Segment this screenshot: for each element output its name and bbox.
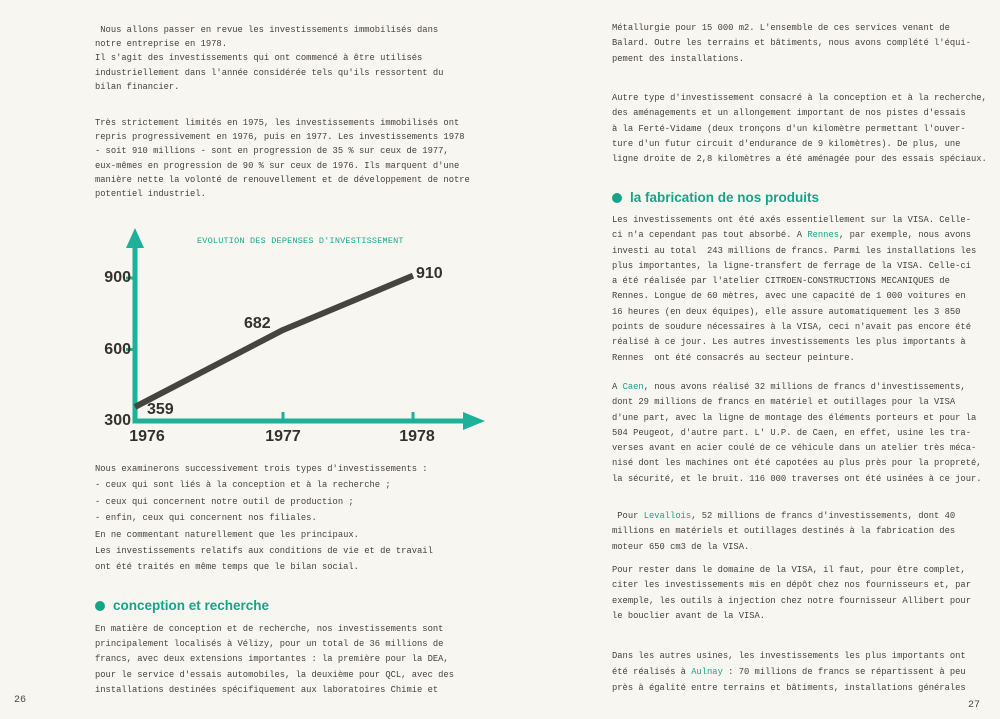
place-name-accent: Rennes [807,230,840,241]
text-line [612,106,987,121]
investment-chart [95,226,500,458]
text-line [612,540,955,555]
text-line [95,510,433,526]
text-line [612,665,966,681]
data-line [135,276,413,407]
x-tick-label: 1976 [129,428,165,445]
text-line [612,152,987,167]
text-line [612,21,971,36]
text-run: ci n'a cependant pas tout absorbé. A [612,230,808,241]
text-run: points de soudure nécessaires à la VISA, ceci n'avait pas encore été [612,322,971,333]
text-run: , nous avons réalisé 32 millions de francs d'investissements, [643,382,966,392]
text-line [612,524,955,539]
text-run: pour le service d'essais automobiles, la deuxième pour QCL, avec des [95,669,454,680]
text-run: moteur 650 cm3 de la VISA. [612,541,750,552]
bullet-icon [95,601,105,611]
paragraph-intro [95,23,443,94]
text-run: Dans les autres usines, les investissements les plus importants ont [612,651,966,661]
text-line [95,477,433,493]
text-run: été réalisés à [612,666,692,677]
text-run: réalisé à ce jour. Les autres investissements les plus importants à [612,337,966,348]
text-line [612,578,971,593]
text-line [612,91,987,106]
chart-title: EVOLUTION DES DEPENSES D'INVESTISSEMENT [197,236,404,246]
text-line [612,509,955,524]
section-heading-fabrication [612,190,819,205]
text-line [612,380,982,395]
text-line [95,622,454,637]
text-line [95,187,470,201]
chart-canvas [95,226,500,458]
section-heading-label: conception et recherche [113,598,270,613]
text-line [95,51,443,65]
text-run: Rennes ont été consacrés au secteur peinture. [612,352,855,363]
paragraph-ferte-vidame [612,91,987,167]
y-tick-label: 600 [104,340,131,358]
text-run: : 70 millions de francs se répartissent à peu [722,666,966,677]
text-run: Pour [612,511,644,521]
text-line [95,23,443,37]
text-line [612,441,982,456]
text-line [612,426,982,441]
text-line [612,681,966,697]
text-run: industriellement dans l'année considérée tels qu'ils ressortent du [95,67,444,78]
text-run: bilan financier. [95,81,180,92]
text-line [612,52,971,67]
text-run: investi au total 243 millions de francs. Parmi les installations les [612,245,977,256]
text-line [612,335,976,350]
x-axis-arrow-icon [463,412,485,430]
text-run: 504 Peugeot, d'autre part. L' U.P. de Caen, en effet, usine les tra- [612,427,971,438]
paragraph-conception [95,622,454,698]
text-run: Autre type d'investissement consacré à la conception et à la recherche, [612,93,987,103]
text-line [612,411,982,426]
data-point-label: 682 [244,315,271,332]
text-line [612,649,966,665]
text-run: la sécurité, et le bruit. 116 000 traverses ont été usinées à ce jour. [612,473,982,484]
text-run: millions en matériels et outillages destinés à la fabrication des [612,526,956,537]
text-line [95,652,454,667]
paragraph-metallurgie [612,21,971,67]
paragraph-levallois [612,509,955,555]
text-run: repris progressivement en 1976, puis en 1977. Les investissements 1978 [95,132,465,143]
text-line [612,594,971,609]
text-line [95,159,470,173]
text-line [612,274,976,289]
text-run: le bouclier avant de la VISA. [612,610,766,621]
text-line [612,244,976,259]
text-line [95,683,454,698]
text-run: exemple, les outils à injection chez notre fournisseur Allibert pour [612,595,971,606]
text-run: eux-mêmes en progression de 90 % sur ceux de 1976. Ils marquent d'une [95,160,460,171]
text-line [95,543,433,559]
text-line [95,173,470,187]
text-line [95,637,454,652]
text-line [95,37,443,51]
text-line [95,559,433,575]
text-run: , 52 millions de francs d'investissements, dont 40 [691,511,956,521]
text-line [612,259,976,274]
page-number-right: 27 [968,700,981,711]
text-run: près à égalité entre terrains et bâtiments, installations générales [612,682,966,693]
text-line [612,472,982,487]
text-line [612,122,987,137]
data-point-label: 910 [416,265,443,282]
text-run: installations destinées spécifiquement aux laboratoires Chimie et [95,684,439,695]
text-run: nisé dont les machines ont été capotées au plus près pour la propreté, [612,458,982,469]
text-run: a été réalisée par l'atelier CITROEN-CONSTRUCTIONS MECANIQUES de [612,276,950,287]
y-tick-label: 300 [104,412,131,429]
text-run: Balard. Outre les terrains et bâtiments, nous avons complété l'équi- [612,38,971,49]
paragraph-visa-fournisseurs [612,563,971,624]
text-run: Rennes. Longue de 60 mètres, avec une capacité de 1 000 voitures en [612,291,966,302]
text-line [612,395,982,410]
text-run: ligne droite de 2,8 kilomètres a été aménagée pour des essais spéciaux. [612,154,987,165]
y-tick-label: 900 [104,269,131,286]
text-run: , par exemple, nous avons [839,230,971,241]
paragraph-rennes [612,213,976,366]
text-run: En matière de conception et de recherche, nos investissements sont [95,624,444,634]
y-axis-arrow-icon [126,228,144,248]
text-line [612,36,971,51]
place-name-accent: Caen [622,382,644,392]
data-point-label: 359 [147,401,174,418]
text-run: Nous examinerons successivement trois types d'investissements : [95,464,428,474]
text-line [612,320,976,335]
text-run: Pour rester dans le domaine de la VISA, il faut, pour être complet, [612,565,966,575]
text-run: potentiel industriel. [95,189,206,200]
text-run: notre entreprise en 1978. [95,39,227,50]
text-line [612,228,976,243]
text-run: 16 heures (en deux équipes), elle assure automatiquement les 3 850 [612,306,961,317]
text-line [612,351,976,366]
text-line [95,80,443,94]
text-run: ture d'un futur circuit d'endurance de 9 kilomètres). De plus, une [612,138,961,149]
text-run: - enfin, ceux qui concernent nos filiales. [95,513,317,524]
text-line [95,116,470,130]
text-run: A [612,382,623,392]
text-run: Il s'agit des investissements qui ont commencé à être utilisés [95,53,423,64]
text-line [612,563,971,578]
bullet-icon [612,193,622,203]
text-run: plus importantes, la ligne-transfert de ferrage de la VISA. Celle-ci [612,260,971,271]
page-number-left: 26 [14,695,27,706]
text-run: ont été traités en même temps que le bilan social. [95,562,359,573]
text-line [95,66,443,80]
text-line [612,213,976,228]
paragraph-evolution [95,116,470,201]
text-run: Les investissements ont été axés essentiellement sur la VISA. Celle- [612,215,971,225]
text-run: à la Ferté-Vidame (deux tronçons d'un kilomètre permettant l'ouver- [612,123,966,134]
place-name-accent: Aulnay [691,666,723,677]
text-run: francs, avec deux extensions importantes : la première pour la DEA, [95,654,449,665]
paragraph-aulnay [612,649,966,696]
text-run: pement des installations. [612,53,744,64]
text-run: verses avant en acier coulé de ce véhicule dans un atelier très méca- [612,443,977,454]
text-run: manière nette la volonté de renouvellement et de développement de notre [95,174,470,185]
text-run: - ceux qui concernent notre outil de production ; [95,496,354,507]
text-run: d'une part, avec la ligne de montage des éléments porteurs et pour la [612,412,977,423]
text-run: Métallurgie pour 15 000 m2. L'ensemble de ces services venant de [612,23,950,33]
paragraph-caen [612,380,982,487]
text-line [612,609,971,624]
text-line [95,527,433,543]
text-run: Nous allons passer en revue les investissements immobilisés dans [95,25,439,35]
paragraph-three-types [95,461,433,576]
text-line [612,137,987,152]
text-run: - ceux qui sont liés à la conception et à la recherche ; [95,480,391,491]
place-name-accent: Levallois [643,511,692,521]
text-line [95,130,470,144]
text-run: Les investissements relatifs aux conditions de vie et de travail [95,546,433,557]
text-line [95,668,454,683]
text-line [95,461,433,477]
text-run: principalement localisés à Vélizy, pour un total de 36 millions de [95,639,444,650]
text-run: citer les investissements mis en dépôt chez nos fournisseurs et, par [612,580,971,591]
text-line [612,305,976,320]
section-heading-conception [95,598,269,613]
x-tick-label: 1978 [399,428,435,445]
text-line [95,494,433,510]
text-run: En ne commentant naturellement que les principaux. [95,529,359,540]
text-line [612,289,976,304]
text-run: Très strictement limités en 1975, les investissements immobilisés ont [95,118,460,128]
x-tick-label: 1977 [265,428,301,445]
text-run: - soit 910 millions - sont en progression de 35 % sur ceux de 1977, [95,146,449,157]
text-line [612,456,982,471]
text-run: des aménagements et un allongement important de nos pistes d'essais [612,108,966,119]
text-line [95,144,470,158]
text-run: dont 29 millions de francs en matériel et outillages pour la VISA [612,397,956,408]
section-heading-label: la fabrication de nos produits [630,190,820,205]
